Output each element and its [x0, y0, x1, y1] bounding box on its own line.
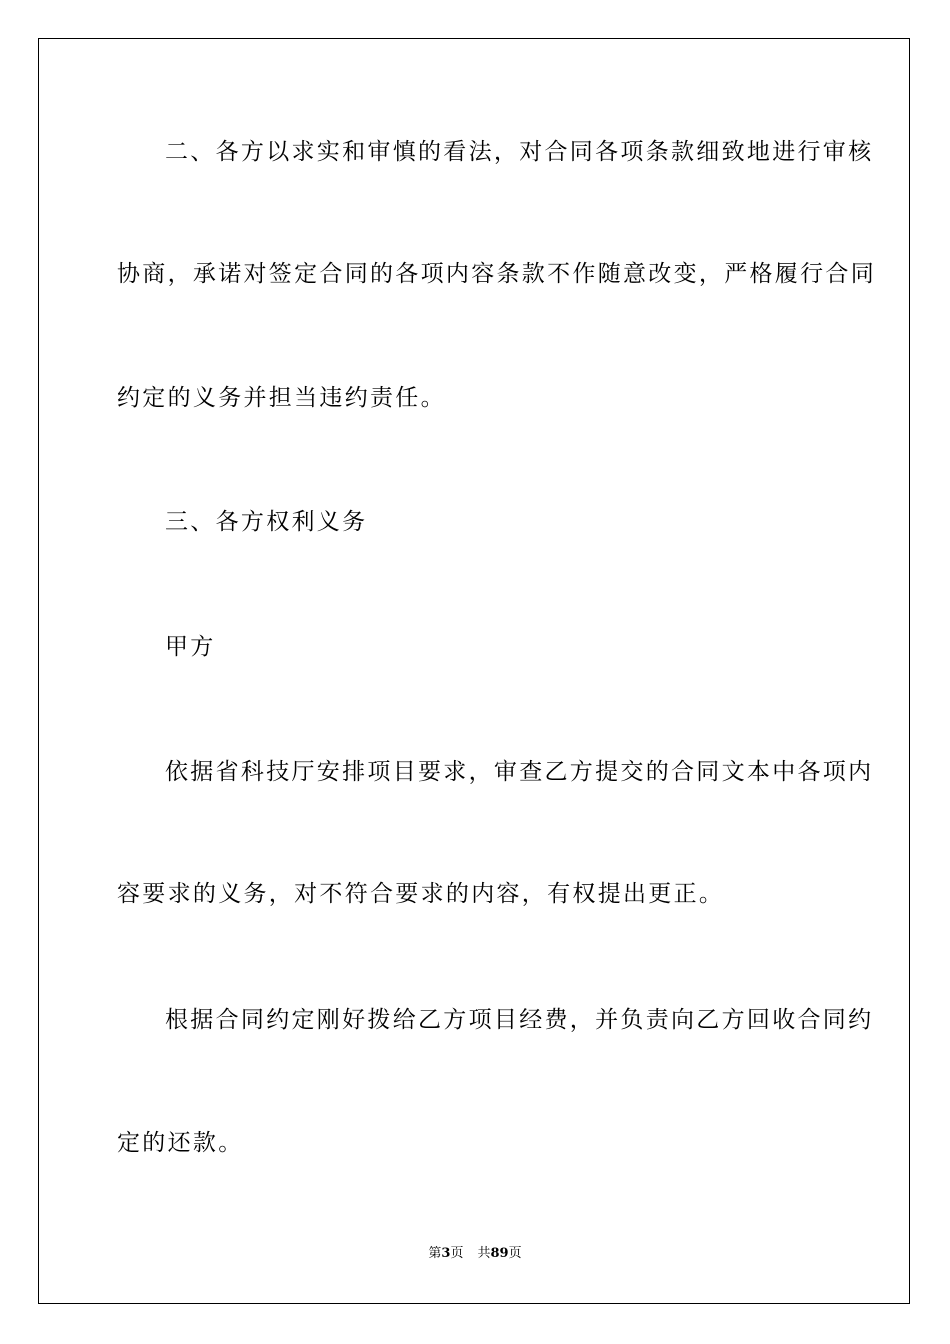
section-heading: 三、各方权利义务: [165, 509, 368, 535]
paragraph-line: 约定的义务并担当违约责任。: [117, 385, 446, 411]
footer-total-pages: 89: [490, 1246, 509, 1261]
party-heading: 甲方: [165, 634, 216, 660]
paragraph-line: 定的还款。: [117, 1130, 244, 1156]
footer-page-suffix: 页: [450, 1246, 464, 1261]
paragraph-line: 二、各方以求实和审慎的看法，对合同各项条款细致地进行审核: [165, 139, 874, 165]
footer-total-suffix: 页: [508, 1246, 522, 1261]
footer-page-prefix: 第: [428, 1246, 442, 1261]
footer-page-number: 3: [441, 1246, 451, 1261]
paragraph-line: 依据省科技厅安排项目要求，审查乙方提交的合同文本中各项内: [165, 759, 874, 785]
paragraph-line: 协商，承诺对签定合同的各项内容条款不作随意改变，严格履行合同: [117, 261, 876, 287]
paragraph-line: 根据合同约定刚好拨给乙方项目经费，并负责向乙方回收合同约: [165, 1007, 874, 1033]
page-border: [38, 38, 910, 1304]
page-footer: [0, 1246, 950, 1262]
paragraph-line: 容要求的义务，对不符合要求的内容，有权提出更正。: [117, 881, 725, 907]
footer-total-prefix: 共: [477, 1246, 491, 1261]
